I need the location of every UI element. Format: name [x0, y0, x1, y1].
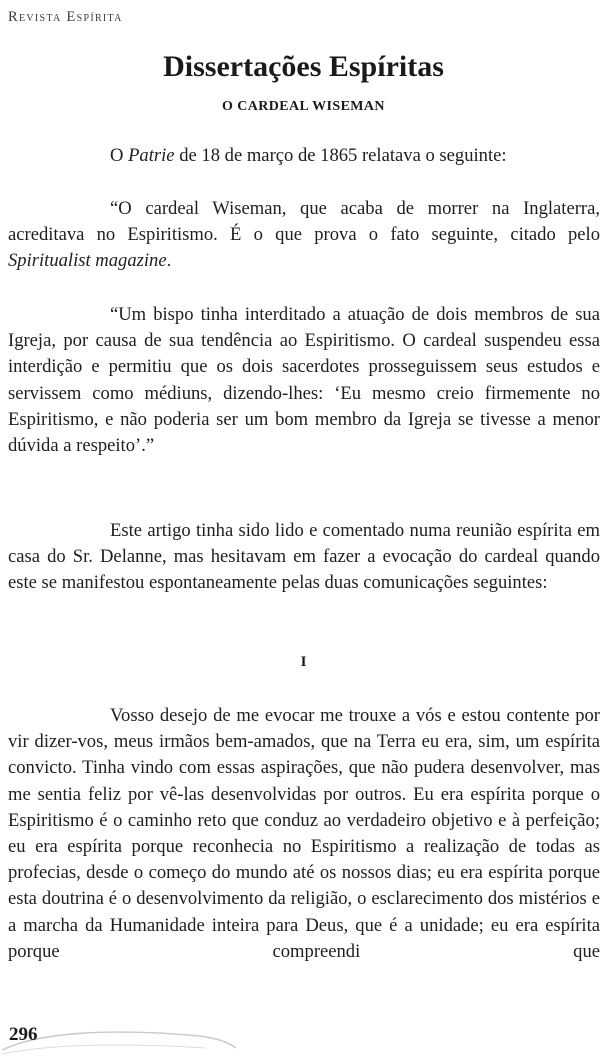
running-header: Revista Espírita [8, 9, 123, 25]
paragraph-2 [8, 196, 600, 275]
paragraph-2-text-a: “O cardeal Wiseman, que acaba de morrer na Inglaterra, acreditava no Espiritismo. É o que prova o fato seguinte, citado pelo [8, 198, 600, 246]
paragraph-1-text-b: de 18 de março de 1865 relatava o seguinte: [174, 145, 507, 166]
paragraph-3: “Um bispo tinha interditado a atuação de dois membros de sua Igreja, por causa de sua tendência ao Espiritismo. O cardeal suspendeu essa interdição e permitiu que os dois sacerdotes prosseguissem seus estudos e servissem como médiuns, dizendo-lhes: ‘Eu mesmo creio firmemente no Espiritismo, e não poderia ser um bom membro da Igreja se tivesse a menor dúvida a respeito’.” [8, 304, 600, 457]
paragraph-1-italic: Patrie [128, 145, 175, 166]
paragraph-2-italic: Spiritualist magazine [8, 250, 167, 272]
chapter-title: Dissertações Espíritas [163, 50, 444, 83]
section-numeral: I [300, 654, 307, 670]
paragraph-5: Vosso desejo de me evocar me trouxe a vós e estou contente por vir dizer-vos, meus irmãos bem-amados, que na Terra eu era, sim, um espírita convicto. Tinha vindo com essas aspirações, que não pudera desenvolver, mas me sentia feliz por vê-las desenvolvidas por outros. Eu era espírita porque o Espiritismo é o caminho reto que conduz ao verdadeiro objetivo e à perfeição; eu era espírita porque reconhecia no Espiritismo a realização de todas as profecias, desde o começo do mundo até os nossos dias; eu era espírita porque esta doutrina é o desenvolvimento da religião, o esclarecimento dos mistérios e a marcha da Humanidade inteira para Deus, que é a unidade; eu era espírita porque compreendi que [8, 705, 600, 962]
paragraph-1 [8, 143, 600, 169]
page-number: 296 [9, 1024, 38, 1045]
paragraph-4: Este artigo tinha sido lido e comentado numa reunião espírita em casa do Sr. Delanne, mas hesitavam em fazer a evocação do cardeal quando este se manifestou espontaneamente pelas duas comunicações seguintes: [8, 520, 600, 594]
paragraph-2-text-b: . [166, 250, 172, 272]
paragraph-1-text-a: O [110, 145, 129, 166]
chapter-subtitle: O CARDEAL WISEMAN [222, 99, 385, 114]
